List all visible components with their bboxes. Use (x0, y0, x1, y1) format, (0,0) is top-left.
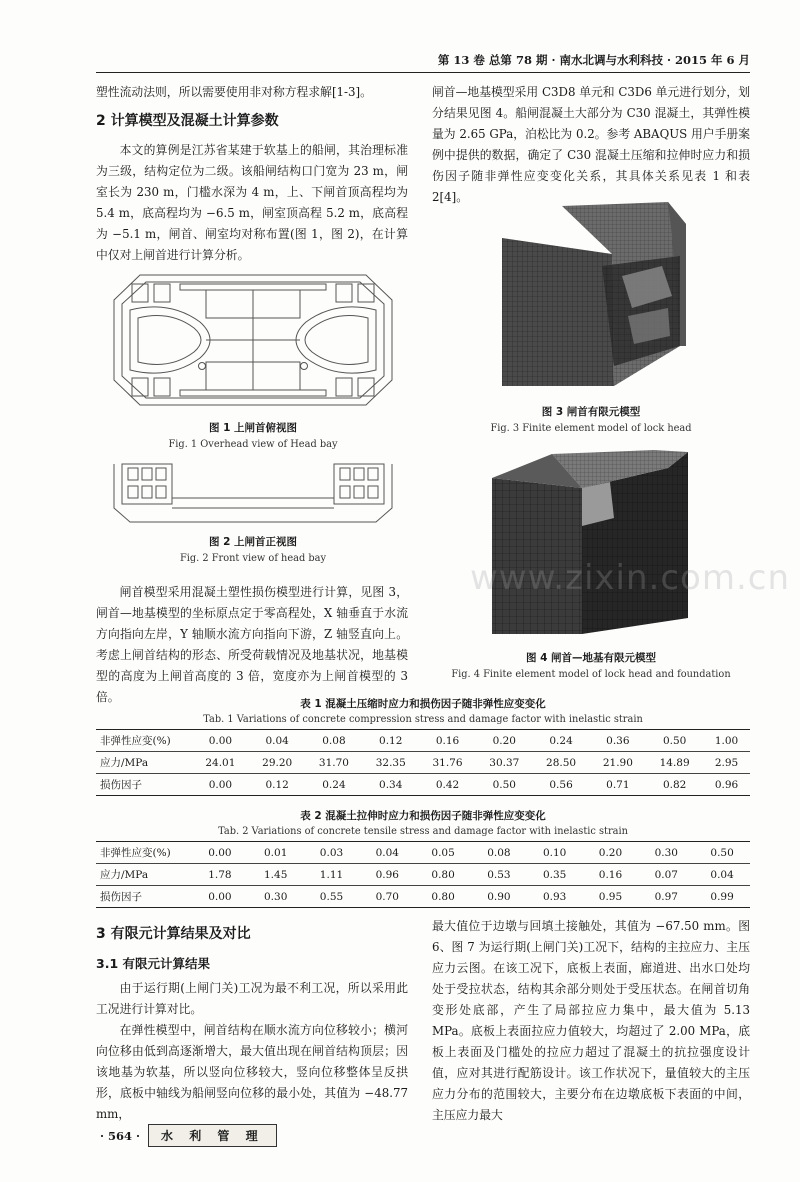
row-header: 损伤因子 (96, 886, 192, 908)
left-column (96, 82, 408, 266)
table-cell: 0.16 (419, 730, 476, 752)
table-cell: 32.35 (362, 752, 419, 774)
table-cell: 0.20 (476, 730, 533, 752)
figure-1 (110, 270, 396, 450)
figure-4-caption-cn: 图 4 闸首—地基有限元模型 (525, 652, 657, 664)
table-cell: 0.70 (359, 886, 415, 908)
table-cell: 0.97 (638, 886, 694, 908)
table-cell: 0.00 (192, 730, 249, 752)
table-cell: 1.00 (703, 730, 750, 752)
table-cell: 31.70 (306, 752, 363, 774)
table-cell: 0.93 (527, 886, 583, 908)
table-cell: 0.24 (533, 730, 590, 752)
table-cell: 0.50 (476, 774, 533, 796)
table-cell: 1.45 (248, 864, 304, 886)
table-cell: 0.00 (192, 886, 248, 908)
table-cell: 0.03 (304, 842, 360, 864)
figure-1-caption-cn: 图 1 上闸首俯视图 (208, 422, 298, 434)
table-2 (96, 841, 750, 908)
figure-2-caption-en: Fig. 2 Front view of head bay (179, 553, 327, 564)
left-column-lower (96, 582, 408, 708)
paragraph: 本文的算例是江苏省某建于软基上的船闸，其治理标准为三级，结构定位为二级。该船闸结构口门宽为 23 m，闸室长为 230 m，门槛水深为 4 m，上、下闸首顶高程均为 5.4 m，底高程均为 −6.5 m，闸室顶高程 5.2 m，底高程为 −5.1 m，闸首、闸室均对称布置(图 1，图 2)，在计算中仅对上闸首进行计算分析。 (96, 143, 408, 262)
journal-name: 水 利 管 理 (148, 1124, 277, 1147)
table-cell: 0.00 (192, 842, 248, 864)
row-header: 非弹性应变(%) (96, 842, 192, 864)
table-cell: 0.82 (646, 774, 703, 796)
paragraph: 最大值位于边墩与回填土接触处，其值为 −67.50 mm。图 6、图 7 为运行期(上闸门关)工况下，结构的主拉应力、主压应力云图。在该工况下，底板上表面，廊道进、出水口处均处于受拉状态，结构其余部分则处于受压状态。在闸首切角变形处底部，产生了局部拉应力集中，最大值为 5.13 MPa。底板上表面拉应力值较大，均超过了 2.00 MPa，底板上表面及门槛处的拉应力超过了混凝土的抗拉强度设计值，应对其进行配筋设计。该工作状况下，量值较大的主压应力分布的范围较大，主要分布在边墩底板下表面的中间，主压应力最大 (432, 919, 750, 1122)
table-row (96, 864, 750, 886)
figure-3 (432, 196, 750, 434)
subsection-3-1-heading: 3.1 有限元计算结果 (96, 956, 210, 971)
table-cell: 2.95 (703, 752, 750, 774)
table-cell: 0.30 (248, 886, 304, 908)
fe-model-lock-head-foundation (432, 448, 750, 640)
table-cell: 0.53 (471, 864, 527, 886)
table-cell: 0.16 (583, 864, 639, 886)
table-1-block (96, 696, 750, 796)
table-cell: 0.50 (646, 730, 703, 752)
table-cell: 0.99 (694, 886, 750, 908)
table-2-block (96, 808, 750, 908)
paragraph: 闸首—地基模型采用 C3D8 单元和 C3D6 单元进行划分，划分结果见图 4。船闸混凝土大部分为 C30 混凝土，其弹性模量为 2.65 GPa，泊松比为 0.2。参考 ABAQUS 用户手册案例中提供的数据，确定了 C30 混凝土压缩和拉伸时应力和损伤因子随非弹性应变变化关系，其具体关系见表 1 和表 2[4]。 (432, 85, 750, 204)
table-cell: 31.76 (419, 752, 476, 774)
paragraph: 闸首模型采用混凝土塑性损伤模型进行计算，见图 3，闸首—地基模型的坐标原点定于零高程处，X 轴垂直于水流方向指向左岸，Y 轴顺水流方向指向下游，Z 轴竖直向上。考虑上闸首结构的形态、所受荷载情况及地基状况，地基模型的高度为上闸首高度的 3 倍，宽度亦为上闸首模型的 3 倍。 (96, 585, 408, 704)
table-cell: 0.12 (249, 774, 306, 796)
table-cell: 0.12 (362, 730, 419, 752)
table-row (96, 842, 750, 864)
figure-2-caption-cn: 图 2 上闸首正视图 (208, 536, 298, 548)
table-cell: 0.95 (583, 886, 639, 908)
table-cell: 0.50 (694, 842, 750, 864)
figure-1-caption-en: Fig. 1 Overhead view of Head bay (168, 439, 338, 450)
table-cell: 0.80 (415, 864, 471, 886)
table-cell: 0.10 (527, 842, 583, 864)
table-cell: 0.56 (533, 774, 590, 796)
table-row (96, 886, 750, 908)
paragraph: 由于运行期(上闸门关)工况为最不利工况，所以采用此工况进行计算对比。 (96, 981, 408, 1016)
front-view-drawing (110, 458, 396, 526)
table-1 (96, 729, 750, 796)
row-header: 非弹性应变(%) (96, 730, 192, 752)
section-2-heading: 2 计算模型及混凝土计算参数 (96, 113, 279, 129)
table-cell: 1.11 (304, 864, 360, 886)
page-footer (100, 1124, 277, 1147)
left-column-sec3 (96, 924, 408, 1125)
table-cell: 0.42 (419, 774, 476, 796)
figure-3-caption-cn: 图 3 闸首有限元模型 (541, 406, 641, 418)
table-cell: 24.01 (192, 752, 249, 774)
table-cell: 0.00 (192, 774, 249, 796)
table-cell: 0.04 (249, 730, 306, 752)
table-cell: 0.05 (415, 842, 471, 864)
table-cell: 0.96 (359, 864, 415, 886)
table-cell: 21.90 (589, 752, 646, 774)
table-cell: 0.34 (362, 774, 419, 796)
table-row (96, 774, 750, 796)
table-2-title-cn: 表 2 混凝土拉伸时应力和损伤因子随非弹性应变变化 (300, 810, 546, 822)
right-column (432, 82, 750, 208)
table-cell: 0.01 (248, 842, 304, 864)
table-row (96, 752, 750, 774)
table-cell: 1.78 (192, 864, 248, 886)
table-cell: 0.04 (359, 842, 415, 864)
table-cell: 0.90 (471, 886, 527, 908)
table-cell: 0.96 (703, 774, 750, 796)
table-2-title-en: Tab. 2 Variations of concrete tensile stress and damage factor with inelastic strain (218, 826, 628, 837)
row-header: 应力/MPa (96, 752, 192, 774)
section-3-heading: 3 有限元计算结果及对比 (96, 926, 251, 942)
table-cell: 0.04 (694, 864, 750, 886)
table-cell: 0.80 (415, 886, 471, 908)
table-cell: 0.36 (589, 730, 646, 752)
table-cell: 14.89 (646, 752, 703, 774)
table-cell: 0.71 (589, 774, 646, 796)
paragraph: 在弹性模型中，闸首结构在顺水流方向位移较小；横河向位移由低到高逐渐增大，最大值出现在闸首结构顶层；因该地基为软基，所以竖向位移较大，竖向位移整体呈反拱形，底板中轴线为船闸竖向位移的最小处，其值为 −48.77 mm， (96, 1023, 408, 1121)
row-header: 损伤因子 (96, 774, 192, 796)
table-cell: 0.08 (471, 842, 527, 864)
fe-model-lock-head (432, 196, 750, 392)
table-cell: 0.35 (527, 864, 583, 886)
table-cell: 28.50 (533, 752, 590, 774)
running-header: 第 13 卷 总第 78 期 · 南水北调与水利科技 · 2015 年 6 月 (437, 53, 750, 67)
header-rule (96, 72, 750, 73)
overhead-view-drawing (110, 270, 396, 410)
table-cell: 0.08 (306, 730, 363, 752)
table-cell: 0.55 (304, 886, 360, 908)
figure-3-caption-en: Fig. 3 Finite element model of lock head (490, 423, 692, 434)
table-cell: 0.30 (638, 842, 694, 864)
figure-4-caption-en: Fig. 4 Finite element model of lock head and foundation (451, 669, 731, 680)
table-cell: 30.37 (476, 752, 533, 774)
row-header: 应力/MPa (96, 864, 192, 886)
table-1-title-cn: 表 1 混凝土压缩时应力和损伤因子随非弹性应变变化 (300, 698, 546, 710)
table-1-title-en: Tab. 1 Variations of concrete compression stress and damage factor with inelastic strain (203, 714, 643, 725)
table-cell: 0.24 (306, 774, 363, 796)
paragraph: 塑性流动法则，所以需要使用非对称方程求解[1-3]。 (96, 85, 372, 99)
figure-2 (110, 458, 396, 564)
right-column-sec3 (432, 916, 750, 1126)
page-number: · 564 · (100, 1128, 141, 1143)
watermark: www.zixin.com.cn (470, 558, 790, 598)
table-cell: 0.07 (638, 864, 694, 886)
table-row (96, 730, 750, 752)
table-cell: 0.20 (583, 842, 639, 864)
table-cell: 29.20 (249, 752, 306, 774)
